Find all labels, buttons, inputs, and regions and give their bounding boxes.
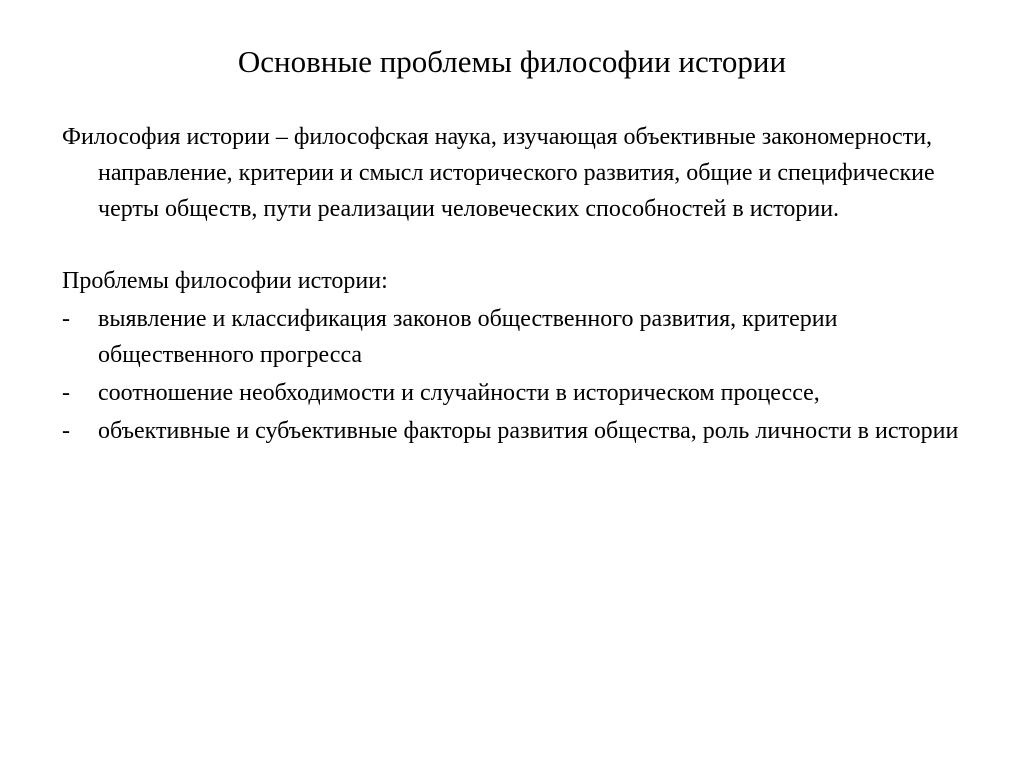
bullet-dash: - xyxy=(62,418,70,444)
definition-paragraph: Философия истории – философская наука, изучающая объективные закономерности, направление, критерии и смысл исторического развития, общие и специфические черты обществ, пути реализации человеческих способностей в истории. xyxy=(62,124,935,222)
list-item xyxy=(62,375,967,411)
problem-text: выявление и классификация законов общественного развития, критерии общественного прогресса xyxy=(98,306,838,368)
problem-text: объективные и субъективные факторы развития общества, роль личности в истории xyxy=(98,418,959,444)
bullet-dash: - xyxy=(62,380,70,406)
bullet-dash: - xyxy=(62,306,70,332)
problems-heading: Проблемы философии истории: xyxy=(62,268,388,294)
problems-list xyxy=(62,301,967,449)
slide-title: Основные проблемы философии истории xyxy=(237,44,787,79)
problem-text: соотношение необходимости и случайности в историческом процессе, xyxy=(98,380,820,406)
list-item xyxy=(62,301,967,373)
list-item xyxy=(62,413,967,449)
slide-body xyxy=(62,119,967,449)
